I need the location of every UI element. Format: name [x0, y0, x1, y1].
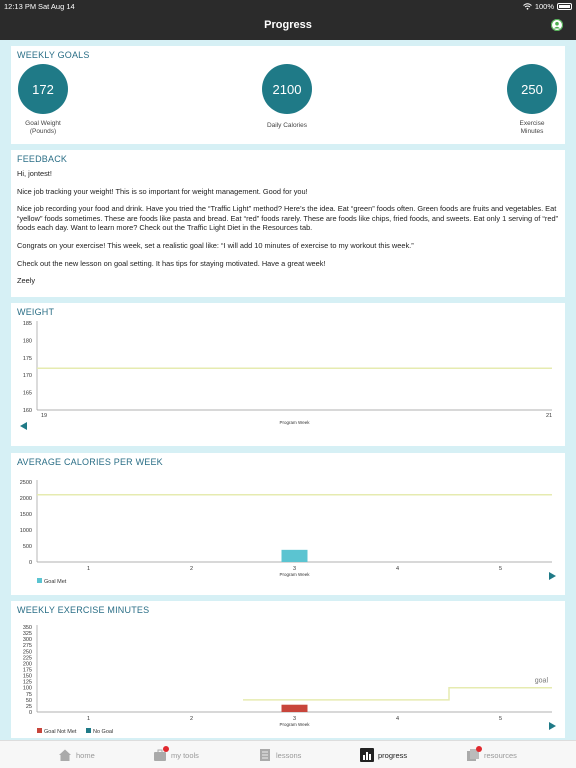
goal-weight [3, 64, 83, 136]
calories-bar [282, 550, 308, 562]
wifi-icon [523, 3, 532, 10]
exercise-bar [282, 705, 308, 712]
tab-resources[interactable] [466, 747, 517, 763]
exercise-legend-label: No Goal [93, 729, 114, 735]
weekly-goals-title: WEEKLY GOALS [17, 50, 90, 60]
feedback-paragraph: Congrats on your exercise! This week, set a realistic goal like: “I will add 10 minutes of exercise to my workout this week.” [17, 240, 414, 250]
feedback-greeting: Hi, jontest! [17, 169, 52, 178]
exercise-goal-line [243, 688, 552, 700]
exercise-y-tick-label: 100 [22, 685, 32, 692]
weight-y-tick-label: 165 [22, 390, 32, 397]
exercise-y-tick-label: 250 [22, 649, 32, 656]
exercise-chart-card [11, 601, 565, 738]
calories-x-tick-label: 5 [498, 566, 503, 572]
tab-progress[interactable] [360, 747, 407, 763]
calories-legend-swatch [37, 578, 42, 583]
exercise-y-tick-label: 25 [25, 703, 32, 710]
tab-label: progress [378, 750, 408, 760]
calories-chart [11, 453, 565, 595]
status-date: Sat Aug 14 [38, 2, 75, 11]
feedback-body [17, 169, 559, 294]
weight-y-tick-label: 180 [22, 338, 32, 345]
tab-label: home [76, 750, 95, 760]
resources-notification-badge [476, 746, 482, 752]
status-right [523, 2, 572, 11]
calories-chart-title: AVERAGE CALORIES PER WEEK [17, 457, 163, 467]
home-icon [58, 748, 72, 762]
goal-calories-circle: 2100 [262, 64, 312, 114]
exercise-y-tick-label: 325 [22, 631, 32, 638]
feedback-paragraph: Check out the new lesson on goal setting. It has tips for staying motivated. Have a great week! [17, 258, 326, 268]
calories-x-tick-label: 3 [292, 566, 297, 572]
exercise-x-tick-label: 4 [395, 716, 400, 722]
goal-weight-label: Goal Weight (Pounds) [25, 120, 61, 135]
calories-legend-label: Goal Met [44, 579, 67, 585]
exercise-y-tick-label: 300 [22, 637, 32, 644]
exercise-y-tick-label: 125 [22, 679, 32, 686]
calories-x-tick-label: 1 [86, 566, 91, 572]
weight-y-tick-label: 175 [22, 355, 32, 362]
tab-home[interactable] [58, 747, 95, 763]
exercise-x-tick-label: 2 [189, 716, 194, 722]
exercise-x-tick-label: 5 [498, 716, 503, 722]
calories-x-tick-label: 4 [395, 566, 400, 572]
weekly-goals-card [11, 46, 565, 144]
battery-icon [557, 3, 572, 10]
exercise-legend-swatch [37, 728, 42, 733]
exercise-y-tick-label: 150 [22, 673, 32, 680]
resources-icon-wrap [466, 748, 480, 762]
goal-calories-label: Daily Calories [266, 122, 308, 129]
exercise-legend-label: Goal Not Met [44, 729, 77, 735]
exercise-x-axis-label: Program Week [279, 722, 310, 727]
profile-button[interactable] [551, 19, 563, 31]
calories-y-tick-label: 1500 [19, 512, 32, 518]
goal-exercise [492, 64, 572, 136]
tools-notification-badge [163, 746, 169, 752]
tab-label: my tools [171, 750, 199, 760]
calories-x-axis-label: Program Week [279, 572, 310, 577]
tab-label: resources [484, 750, 517, 760]
calories-y-tick-label: 500 [22, 544, 32, 550]
exercise-y-tick-label: 0 [28, 710, 32, 716]
progress-chart-icon [360, 748, 374, 762]
user-avatar-icon [551, 19, 563, 31]
tab-bar [0, 740, 576, 768]
exercise-chart [11, 601, 565, 738]
weight-y-tick-label: 170 [22, 373, 32, 380]
weight-chart-card [11, 303, 565, 446]
calories-y-tick-label: 2500 [19, 480, 32, 486]
feedback-card [11, 150, 565, 297]
feedback-title: FEEDBACK [17, 154, 68, 164]
tools-icon-wrap [153, 748, 167, 762]
next-week-arrow-icon[interactable] [549, 572, 556, 580]
weight-x-axis-label: Program Week [279, 420, 310, 425]
calories-y-tick-label: 0 [28, 560, 32, 566]
tab-my-tools[interactable] [153, 747, 199, 763]
tab-label: lessons [276, 750, 302, 760]
feedback-paragraph: Nice job tracking your weight! This is so important for weight management. Good for you! [17, 186, 308, 196]
weight-x-tick-label: 19 [40, 413, 48, 419]
feedback-signature: Zeely [17, 276, 36, 286]
feedback-paragraph: Nice job recording your food and drink. Have you tried the “Traffic Light” method? Here’s the idea. Eat “green” foods often. Green foods are fruits and vegetables. Eat “yellow” foods sometimes. These are foods like pasta and bread. Eat “red” foods rarely. These are foods like chips, fried foods, and sweets. Eat only 1 serving of “red” foods each day. Want to learn more? Check out the Traffic Light Diet in the Resources tab. [17, 204, 559, 233]
status-bar [0, 0, 576, 12]
exercise-y-tick-label: 175 [22, 667, 32, 674]
calories-x-tick-label: 2 [189, 566, 194, 572]
tab-lessons[interactable] [258, 747, 301, 763]
exercise-x-tick-label: 3 [292, 716, 297, 722]
calories-y-tick-label: 2000 [19, 496, 32, 502]
previous-week-arrow-icon[interactable] [20, 422, 27, 430]
goal-calories [247, 64, 327, 130]
exercise-y-tick-label: 225 [22, 655, 32, 662]
weight-chart [11, 303, 565, 446]
exercise-y-tick-label: 50 [25, 697, 32, 704]
exercise-y-tick-label: 75 [25, 691, 32, 698]
lessons-icon [258, 748, 272, 762]
calories-y-tick-label: 1000 [19, 528, 32, 534]
exercise-chart-title: WEEKLY EXERCISE MINUTES [17, 605, 150, 615]
navigation-bar [0, 0, 576, 40]
goal-exercise-circle: 250 [507, 64, 557, 114]
exercise-goal-label: goal [534, 677, 548, 685]
weight-y-tick-label: 160 [22, 408, 32, 414]
page-title: Progress [264, 19, 312, 31]
weight-chart-title: WEIGHT [17, 307, 55, 317]
status-time: 12:13 PM [4, 2, 37, 11]
goal-exercise-label: Exercise Minutes [519, 120, 545, 135]
exercise-y-tick-label: 350 [22, 625, 32, 631]
exercise-legend-swatch [86, 728, 91, 733]
exercise-y-tick-label: 200 [22, 661, 32, 668]
weight-y-tick-label: 185 [22, 321, 32, 327]
calories-chart-card [11, 453, 565, 595]
goal-weight-circle: 172 [18, 64, 68, 114]
battery-percent: 100% [534, 2, 554, 11]
exercise-y-tick-label: 275 [22, 643, 32, 650]
next-week-arrow-icon[interactable] [549, 722, 556, 730]
weight-x-tick-label: 21 [545, 413, 553, 419]
exercise-x-tick-label: 1 [86, 716, 91, 722]
